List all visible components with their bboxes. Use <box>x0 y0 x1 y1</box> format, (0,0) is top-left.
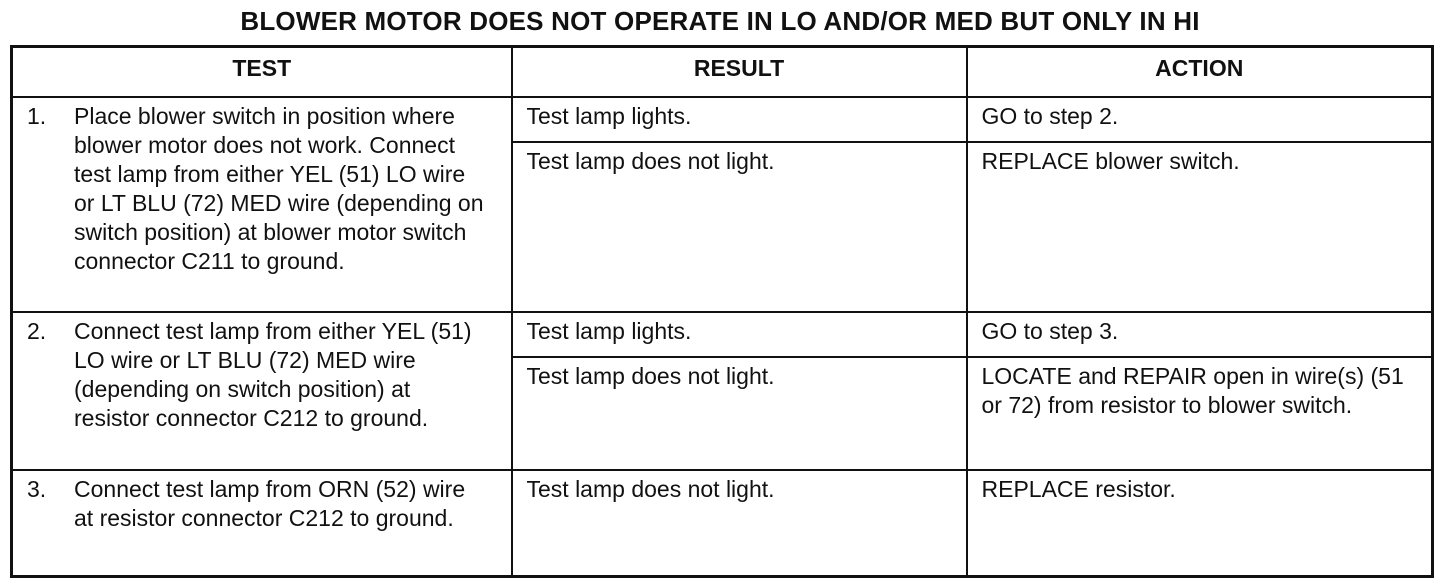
header-action: ACTION <box>967 47 1433 98</box>
test-cell-step-1 <box>12 97 512 312</box>
action-cell: LOCATE and REPAIR open in wire(s) (51 or 72) from resistor to blower switch. <box>967 357 1433 470</box>
result-cell: Test lamp lights. <box>512 312 967 357</box>
action-cell: REPLACE blower switch. <box>967 142 1433 312</box>
action-cell: GO to step 3. <box>967 312 1433 357</box>
table-row <box>12 470 1433 577</box>
result-cell: Test lamp does not light. <box>512 142 967 312</box>
result-cell: Test lamp lights. <box>512 97 967 142</box>
diagnostic-table <box>10 45 1434 578</box>
table-row <box>12 97 1433 142</box>
test-instruction: Place blower switch in position where blower motor does not work. Connect test lamp from either YEL (51) LO wire or LT BLU (72) MED wire (depending on switch position) at blower motor switch connector C211 to ground. <box>74 103 484 274</box>
test-instruction: Connect test lamp from ORN (52) wire at resistor connector C212 to ground. <box>74 476 466 531</box>
test-instruction: Connect test lamp from either YEL (51) LO wire or LT BLU (72) MED wire (depending on switch position) at resistor connector C212 to ground. <box>74 318 472 431</box>
step-number: 2. <box>27 318 47 344</box>
step-number: 1. <box>27 103 47 129</box>
action-cell: REPLACE resistor. <box>967 470 1433 577</box>
step-number: 3. <box>27 476 47 502</box>
document-title: BLOWER MOTOR DOES NOT OPERATE IN LO AND/OR MED BUT ONLY IN HI <box>240 6 1200 36</box>
header-result: RESULT <box>512 47 967 98</box>
table-row <box>12 312 1433 357</box>
test-cell-step-2 <box>12 312 512 470</box>
action-cell: GO to step 2. <box>967 97 1433 142</box>
result-cell: Test lamp does not light. <box>512 470 967 577</box>
test-cell-step-3 <box>12 470 512 577</box>
result-cell: Test lamp does not light. <box>512 357 967 470</box>
header-test: TEST <box>12 47 512 98</box>
header-row <box>12 47 1433 98</box>
